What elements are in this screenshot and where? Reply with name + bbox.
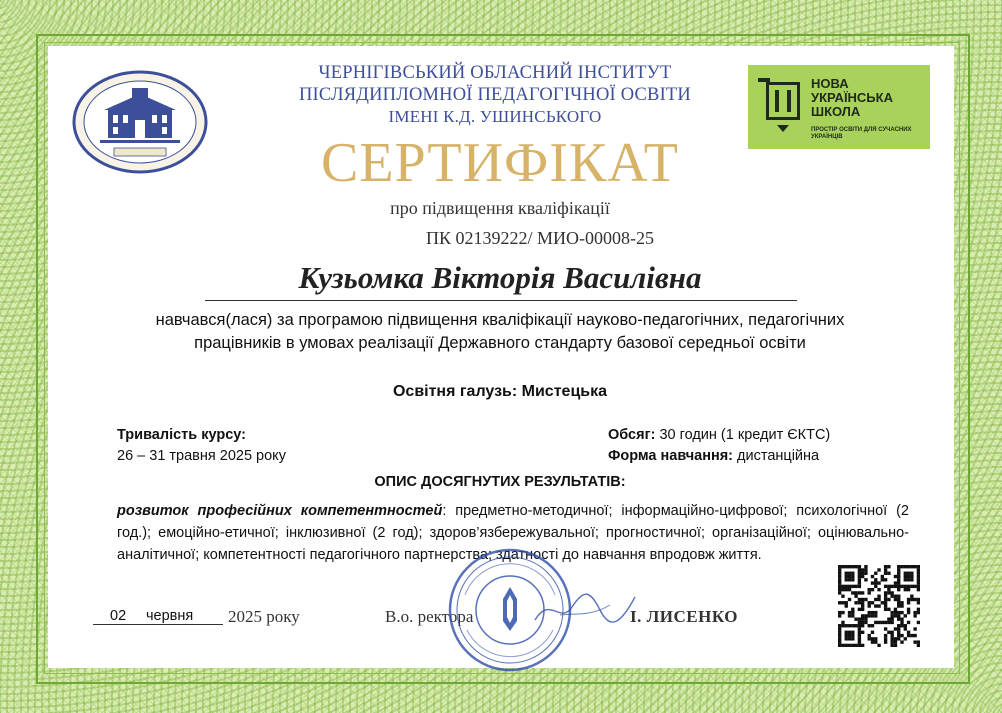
- institute-line-3: ІМЕНІ К.Д. УШИНСЬКОГО: [388, 107, 602, 126]
- date-year: 2025 року: [228, 607, 300, 626]
- education-area: Освітня галузь: Мистецька: [392, 383, 608, 400]
- form-value: дистанційна: [733, 448, 820, 464]
- results-heading: ОПИС ДОСЯГНУТИХ РЕЗУЛЬТАТІВ:: [374, 474, 626, 490]
- course-duration: [117, 425, 417, 467]
- nus-tagline: ПРОСТІР ОСВІТИ ДЛЯ СУЧАСНИХ УКРАЇНЦІВ: [811, 127, 912, 140]
- nus-mark-icon: [766, 82, 800, 120]
- nus-arrow-icon: [777, 125, 789, 132]
- results-text: : предметно-методичної; інформаційно-цифрової; психологічної (2 год.); емоційно-етичної; інклюзивної (2 год); здоров’язбережувальної; прогностичної; організаційної; оцінювально-аналітичної; компетентності педагогічного партнерства; здатності до навчання впродовж життя.: [117, 503, 909, 563]
- qr-code-icon: [838, 565, 920, 647]
- date-month: червня: [146, 608, 194, 624]
- signature-icon: [530, 585, 640, 635]
- nus-name: НОВА УКРАЇНСЬКА ШКОЛА: [811, 76, 893, 119]
- institute-logo-icon: [70, 68, 210, 176]
- certificate-number: ПК 02139222/ МИО-00008-25: [426, 228, 654, 248]
- institute-title: [260, 62, 730, 128]
- volume-value: 30 годин (1 кредит ЄКТС): [655, 427, 831, 443]
- duration-value: 26 – 31 травня 2025 року: [117, 448, 286, 464]
- course-volume: [608, 425, 928, 467]
- institute-line-2: ПІСЛЯДИПЛОМНОЇ ПЕДАГОГІЧНОЇ ОСВІТИ: [299, 85, 691, 105]
- duration-label: Тривалість курсу:: [117, 427, 246, 443]
- program-description: навчався(лася) за програмою підвищення кваліфікації науково-педагогічних, педагогічних працівників в умовах реалізації Державного стандарту базової середньої освіти: [155, 311, 845, 352]
- name-underline: [205, 300, 797, 301]
- volume-label: Обсяг:: [608, 427, 656, 443]
- signer-name: І. ЛИСЕНКО: [630, 607, 738, 626]
- form-label: Форма навчання:: [608, 448, 733, 464]
- recipient-name: Кузьомка Вікторія Василівна: [298, 260, 702, 295]
- certificate-subtitle: про підвищення кваліфікації: [390, 198, 610, 218]
- results-lead: розвиток професійних компетентностей: [117, 503, 443, 519]
- signer-position: В.о. ректора: [385, 607, 474, 626]
- institute-line-1: ЧЕРНІГІВСЬКИЙ ОБЛАСНИЙ ІНСТИТУТ: [318, 63, 672, 83]
- date-day: 02: [110, 608, 127, 624]
- certificate-title: СЕРТИФІКАТ: [320, 132, 679, 194]
- nus-logo: [748, 65, 930, 149]
- date-underline: [93, 624, 223, 625]
